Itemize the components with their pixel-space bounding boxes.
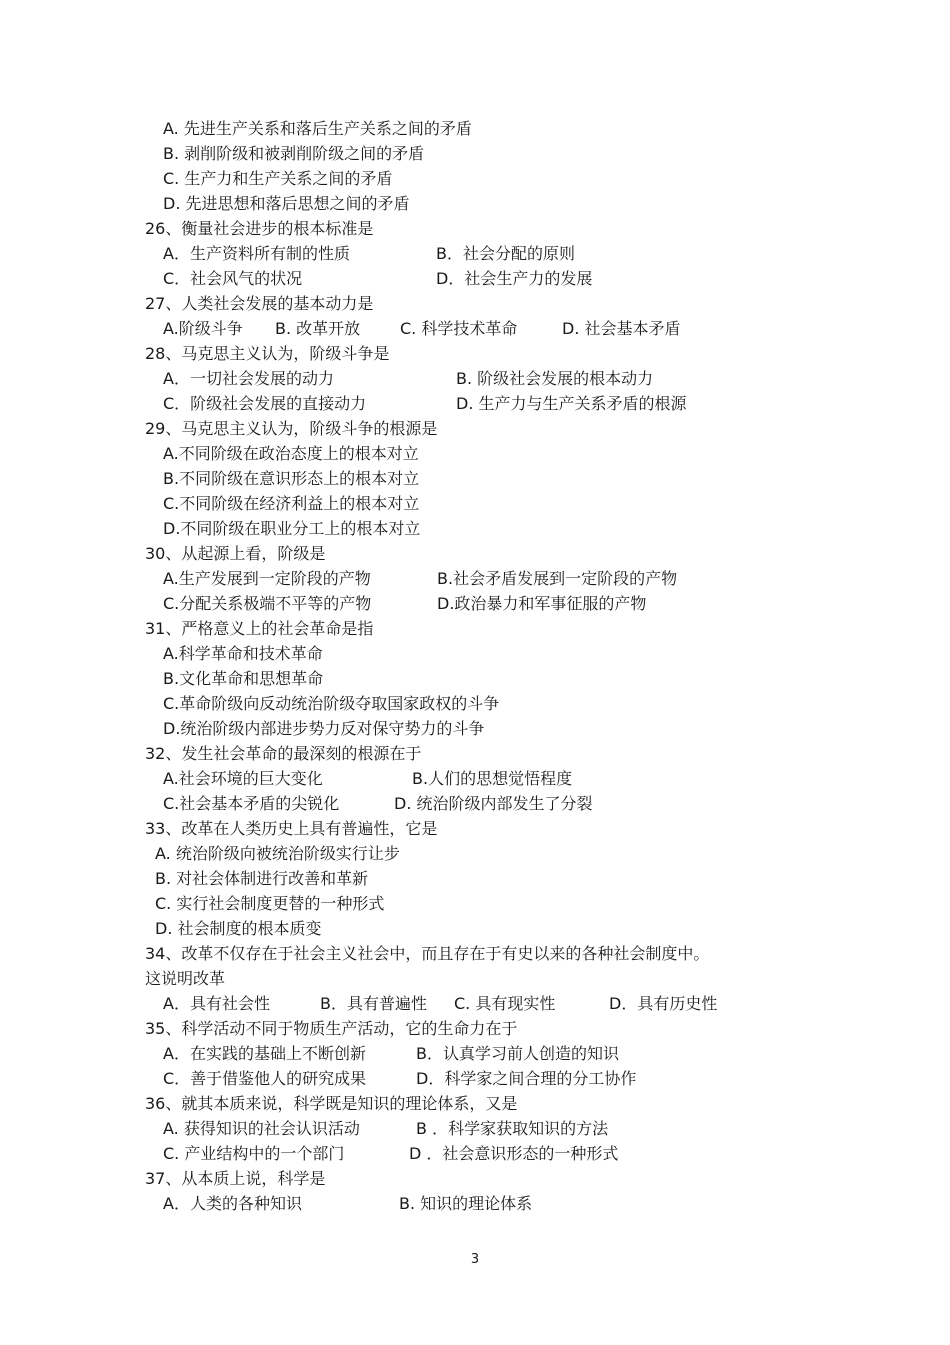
text-line <box>0 116 950 141</box>
text-line <box>0 441 950 466</box>
option-text: C．阶级社会发展的直接动力 <box>163 394 367 413</box>
text-line <box>0 366 950 391</box>
text-line <box>0 741 950 766</box>
option-text: A．具有社会性 <box>163 994 270 1013</box>
text-line <box>0 1116 950 1141</box>
text-line <box>0 716 950 741</box>
question-text: 35、科学活动不同于物质生产活动，它的生命力在于 <box>145 1019 518 1038</box>
text-line <box>0 691 950 716</box>
question-text: 28、马克思主义认为，阶级斗争是 <box>145 344 390 363</box>
text-line <box>0 1191 950 1216</box>
text-line <box>0 816 950 841</box>
text-line <box>0 466 950 491</box>
option-text: A.阶级斗争 <box>163 319 243 338</box>
option-text: C. 生产力和生产关系之间的矛盾 <box>163 169 393 188</box>
text-line <box>0 241 950 266</box>
option-text: C. 实行社会制度更替的一种形式 <box>155 894 385 913</box>
option-text: B.文化革命和思想革命 <box>163 669 324 688</box>
option-text: C.不同阶级在经济利益上的根本对立 <box>163 494 420 513</box>
option-text: A．一切社会发展的动力 <box>163 369 334 388</box>
question-text: 34、改革不仅存在于社会主义社会中，而且存在于有史以来的各种社会制度中。 <box>145 944 710 963</box>
option-text: B. 阶级社会发展的根本动力 <box>456 369 654 388</box>
text-line <box>0 1141 950 1166</box>
option-text: D.统治阶级内部进步势力反对保守势力的斗争 <box>163 719 485 738</box>
option-text: A．人类的各种知识 <box>163 1194 302 1213</box>
option-text: C. 产业结构中的一个部门 <box>163 1144 345 1163</box>
option-text: A. 统治阶级向被统治阶级实行让步 <box>155 844 400 863</box>
option-text: B.不同阶级在意识形态上的根本对立 <box>163 469 420 488</box>
text-line <box>0 1016 950 1041</box>
text-line <box>0 516 950 541</box>
text-line <box>0 941 950 966</box>
text-line <box>0 141 950 166</box>
text-line <box>0 166 950 191</box>
text-line <box>0 841 950 866</box>
option-text: D. 生产力与生产关系矛盾的根源 <box>456 394 687 413</box>
option-text: A．在实践的基础上不断创新 <box>163 1044 366 1063</box>
option-text: D．科学家之间合理的分工协作 <box>416 1069 637 1088</box>
option-text: A. 获得知识的社会认识活动 <box>163 1119 360 1138</box>
question-text: 这说明改革 <box>145 969 226 988</box>
option-text: A.科学革命和技术革命 <box>163 644 323 663</box>
text-line <box>0 591 950 616</box>
option-text: D. 社会制度的根本质变 <box>155 919 322 938</box>
option-text: A. 先进生产关系和落后生产关系之间的矛盾 <box>163 119 472 138</box>
option-text: C．社会风气的状况 <box>163 269 303 288</box>
text-line <box>0 916 950 941</box>
text-line <box>0 966 950 991</box>
option-text: B.社会矛盾发展到一定阶段的产物 <box>437 569 678 588</box>
text-line <box>0 416 950 441</box>
option-text: B. 改革开放 <box>275 319 361 338</box>
option-text: A.不同阶级在政治态度上的根本对立 <box>163 444 419 463</box>
question-text: 36、就其本质来说，科学既是知识的理论体系，又是 <box>145 1094 518 1113</box>
option-text: A.社会环境的巨大变化 <box>163 769 323 788</box>
text-line <box>0 1166 950 1191</box>
question-text: 30、从起源上看，阶级是 <box>145 544 326 563</box>
text-line <box>0 1066 950 1091</box>
option-text: D. 社会基本矛盾 <box>562 319 681 338</box>
option-text: B. 知识的理论体系 <box>399 1194 533 1213</box>
page-number: 3 <box>470 1252 480 1267</box>
option-text: D. 统治阶级内部发生了分裂 <box>394 794 593 813</box>
option-text: C.革命阶级向反动统治阶级夺取国家政权的斗争 <box>163 694 500 713</box>
option-text: D.不同阶级在职业分工上的根本对立 <box>163 519 421 538</box>
option-text: B.人们的思想觉悟程度 <box>412 769 573 788</box>
text-line <box>0 266 950 291</box>
text-line <box>0 641 950 666</box>
question-text: 27、人类社会发展的基本动力是 <box>145 294 374 313</box>
text-line <box>0 391 950 416</box>
question-text: 29、马克思主义认为，阶级斗争的根源是 <box>145 419 438 438</box>
text-line <box>0 866 950 891</box>
option-text: D.政治暴力和军事征服的产物 <box>437 594 647 613</box>
option-text: B. 对社会体制进行改善和革新 <box>155 869 369 888</box>
question-text: 31、严格意义上的社会革命是指 <box>145 619 374 638</box>
option-text: A.生产发展到一定阶段的产物 <box>163 569 371 588</box>
option-text: B. 剥削阶级和被剥削阶级之间的矛盾 <box>163 144 425 163</box>
text-line <box>0 991 950 1016</box>
option-text: C. 具有现实性 <box>454 994 556 1013</box>
text-line <box>0 316 950 341</box>
text-line <box>0 616 950 641</box>
text-line <box>0 766 950 791</box>
text-line <box>0 491 950 516</box>
option-text: B．具有普遍性 <box>320 994 427 1013</box>
text-line <box>0 891 950 916</box>
question-text: 26、衡量社会进步的根本标准是 <box>145 219 374 238</box>
option-text: B．认真学习前人创造的知识 <box>416 1044 619 1063</box>
option-text: C. 科学技术革命 <box>400 319 518 338</box>
text-line <box>0 1091 950 1116</box>
text-line <box>0 291 950 316</box>
option-text: D．具有历史性 <box>609 994 718 1013</box>
question-text: 32、发生社会革命的最深刻的根源在于 <box>145 744 422 763</box>
option-text: C.社会基本矛盾的尖锐化 <box>163 794 340 813</box>
text-line <box>0 341 950 366</box>
option-text: C．善于借鉴他人的研究成果 <box>163 1069 367 1088</box>
text-line <box>0 541 950 566</box>
question-text: 33、改革在人类历史上具有普遍性，它是 <box>145 819 438 838</box>
text-line <box>0 791 950 816</box>
option-text: B ．科学家获取知识的方法 <box>416 1119 609 1138</box>
option-text: D ．社会意识形态的一种形式 <box>409 1144 619 1163</box>
text-line <box>0 191 950 216</box>
option-text: D．社会生产力的发展 <box>436 269 593 288</box>
text-line <box>0 566 950 591</box>
option-text: A．生产资料所有制的性质 <box>163 244 350 263</box>
text-line <box>0 216 950 241</box>
option-text: C.分配关系极端不平等的产物 <box>163 594 372 613</box>
question-text: 37、从本质上说，科学是 <box>145 1169 326 1188</box>
text-line <box>0 1041 950 1066</box>
option-text: B．社会分配的原则 <box>436 244 575 263</box>
text-line <box>0 666 950 691</box>
option-text: D. 先进思想和落后思想之间的矛盾 <box>163 194 410 213</box>
